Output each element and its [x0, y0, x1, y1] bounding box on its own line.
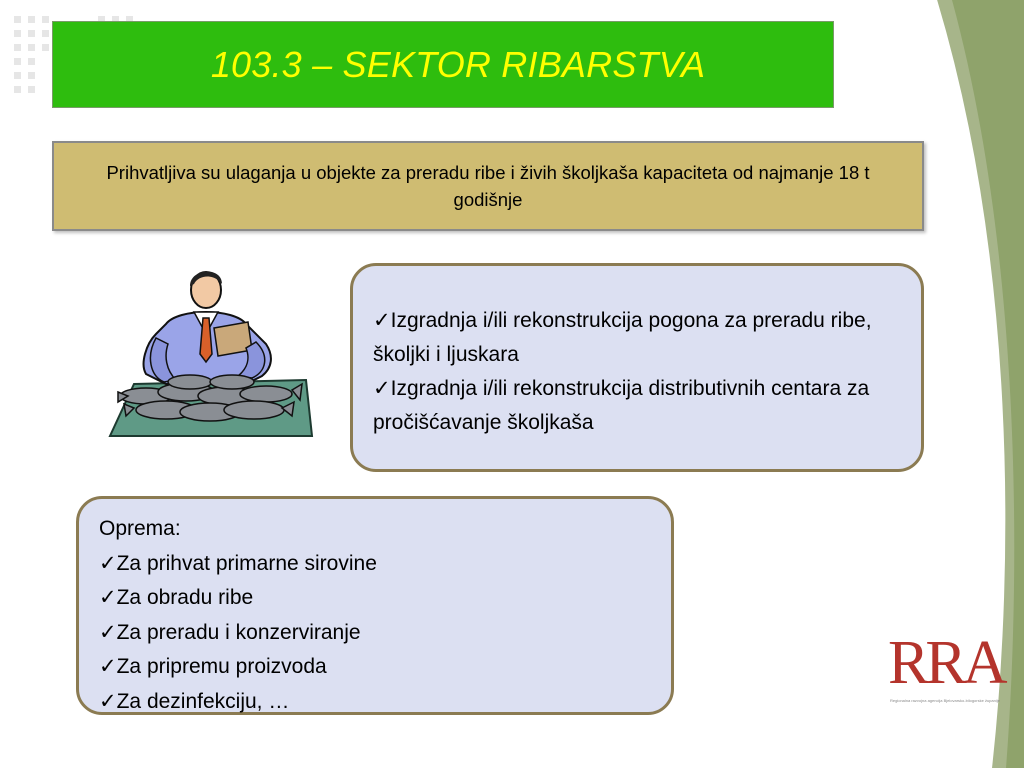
list-item: ✓Za dezinfekciju, … — [99, 685, 661, 720]
slide-title: 103.3 – SEKTOR RIBARSTVA — [210, 43, 706, 85]
equipment-box — [76, 496, 674, 715]
intro-text: Prihvatljiva su ulaganja u objekte za preradu ribe i živih školjkaša kapaciteta od najmanje 18 t godišnje — [106, 162, 870, 210]
title-bar — [52, 21, 834, 108]
list-item: ✓Za preradu i konzerviranje — [99, 616, 661, 651]
list-item: ✓Za prihvat primarne sirovine — [99, 547, 661, 582]
checkmark-icon: ✓ — [99, 620, 117, 644]
list-item: ✓Za obradu ribe — [99, 581, 661, 616]
checkmark-icon: ✓ — [99, 586, 117, 609]
list-item: ✓Izgradnja i/ili rekonstrukcija pogona za preradu ribe, školjki i ljuskara — [373, 304, 905, 372]
logo-text: RRA — [888, 629, 1004, 697]
checkmark-icon: ✓ — [373, 377, 391, 400]
intro-box — [52, 141, 924, 231]
checkmark-icon: ✓ — [373, 309, 391, 332]
logo-subtitle: Regionalna razvojna agencija Bjelovarsko-bilogorske županije — [890, 698, 1000, 703]
checkmark-icon: ✓ — [99, 689, 117, 713]
businessman-with-fish-clipart — [106, 264, 314, 440]
checkmark-icon: ✓ — [99, 655, 117, 678]
equipment-heading: Oprema: — [99, 517, 181, 540]
objects-box — [350, 263, 924, 472]
rra-logo — [888, 628, 1016, 712]
list-item: ✓Izgradnja i/ili rekonstrukcija distributivnih centara za pročišćavanje školjkaša — [373, 372, 905, 440]
checkmark-icon: ✓ — [99, 551, 117, 575]
list-item: ✓Za pripremu proizvoda — [99, 650, 661, 685]
